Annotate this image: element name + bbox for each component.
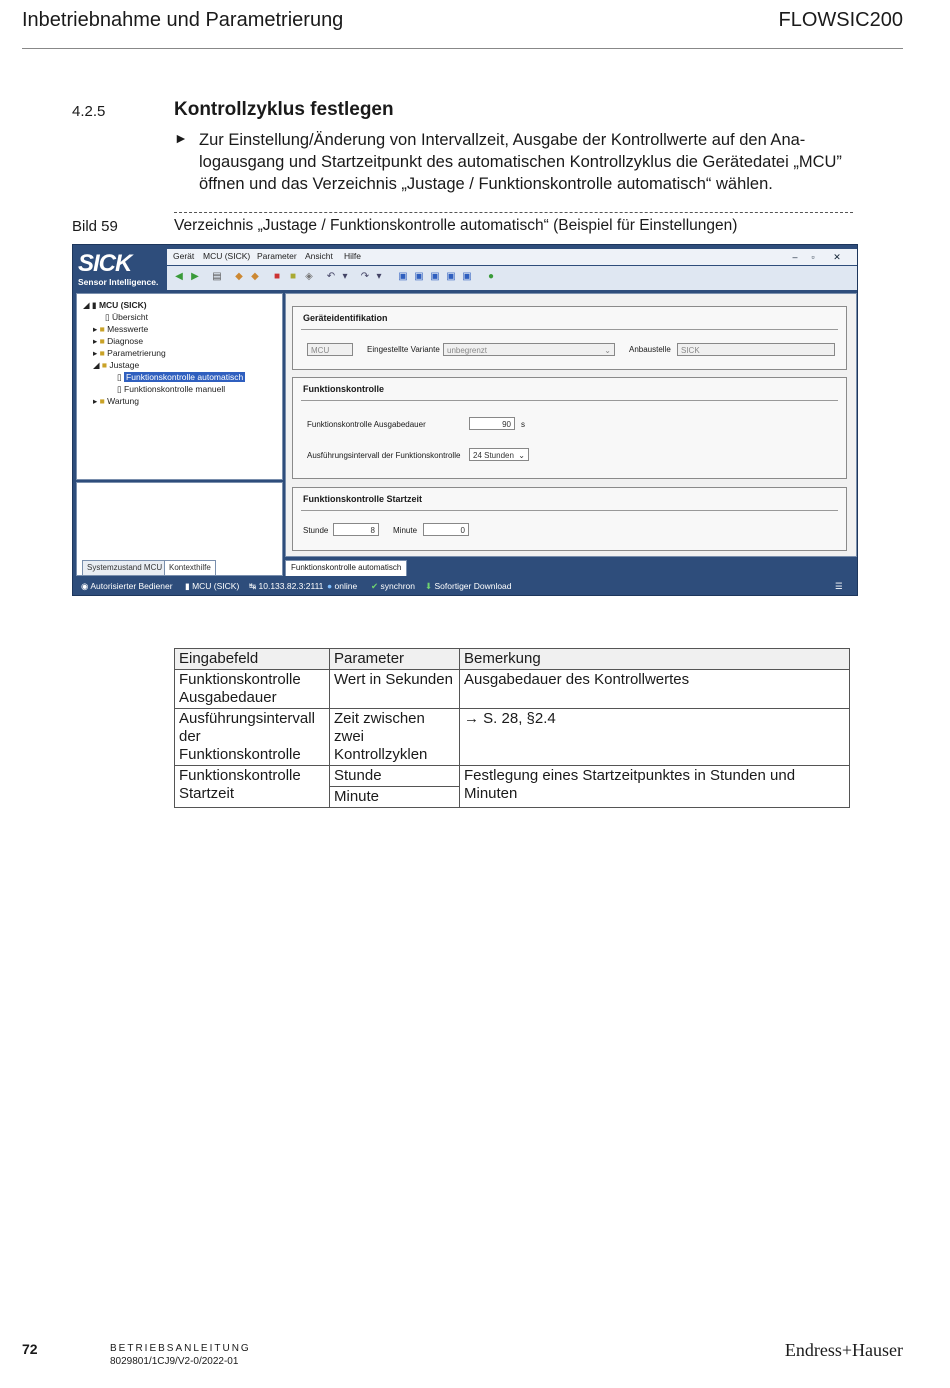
menu-item-ansicht[interactable]: Ansicht — [305, 251, 333, 261]
group-rule — [301, 400, 838, 401]
status-device-label: MCU (SICK) — [192, 581, 240, 591]
tree-item-uebersicht[interactable]: ▯ Übersicht — [105, 312, 148, 322]
tab-systemzustand[interactable]: Systemzustand MCU — [82, 560, 167, 576]
group-title: Funktionskontrolle Startzeit — [303, 494, 423, 504]
parameter-panel — [285, 293, 857, 557]
logo-tagline: Sensor Intelligence. — [78, 277, 159, 287]
layout-5-icon[interactable]: ▣ — [462, 271, 472, 282]
menu-item-hilfe[interactable]: Hilfe — [344, 251, 362, 261]
status-user — [81, 581, 173, 592]
device-icon: ▮ — [185, 581, 190, 591]
tree-root-label: MCU (SICK) — [98, 300, 147, 310]
tree-item-diagnose[interactable]: ▸ ■ Diagnose — [93, 336, 144, 346]
layout-4-icon[interactable]: ▣ — [446, 271, 456, 282]
back-arrow-icon[interactable]: ◀ — [175, 271, 183, 282]
tree-item-label: Parametrierung — [107, 348, 166, 358]
figure-caption: Verzeichnis „Justage / Funktionskontrolle automatisch“ (Beispiel für Einstellungen) — [174, 217, 738, 234]
device-field: MCU — [307, 343, 353, 356]
duration-label: Funktionskontrolle Ausgabedauer — [307, 420, 426, 429]
table-header-row — [175, 649, 850, 670]
tree-item-label: Diagnose — [107, 336, 144, 346]
tree-item-label: Messwerte — [107, 324, 149, 334]
status-download — [425, 581, 512, 592]
table-row — [175, 709, 850, 766]
redo-icon[interactable]: ↷ — [360, 271, 370, 282]
bullet-arrow-icon: ► — [174, 130, 188, 146]
status-download-label: Sofortiger Download — [434, 581, 512, 591]
duration-unit: s — [521, 420, 525, 429]
logo-brand: SICK — [78, 250, 132, 277]
table-cell: Ausgabedauer des Kontrollwertes — [460, 670, 850, 709]
status-bar — [73, 578, 857, 595]
table-row — [175, 766, 850, 787]
folder-icon: ■ — [99, 348, 105, 358]
brand-logo: Endress+Hauser — [784, 1340, 903, 1360]
section-number: 4.2.5 — [72, 103, 106, 120]
tree-root[interactable]: ◢ ▮ MCU (SICK) — [83, 300, 147, 310]
document-id: 8029801/1CJ9/V2-0/2022-01 — [110, 1356, 239, 1367]
menu-item-mcu[interactable]: MCU (SICK) — [203, 251, 251, 261]
undo-dropdown-icon[interactable]: ▾ — [342, 271, 348, 282]
minute-label: Minute — [393, 526, 418, 535]
folder-icon: ■ — [101, 360, 108, 370]
status-address — [249, 581, 323, 592]
layout-2-icon[interactable]: ▣ — [414, 271, 424, 282]
variant-select[interactable] — [443, 343, 615, 356]
table-row — [175, 670, 850, 709]
status-device — [185, 581, 239, 592]
help-icon[interactable]: ● — [487, 271, 495, 282]
status-user-label: Autorisierter Bediener — [90, 581, 173, 591]
minute-input[interactable]: 0 — [423, 523, 469, 536]
hour-input[interactable]: 8 — [333, 523, 379, 536]
table-cell: → S. 28, §2.4 — [460, 709, 850, 766]
figure-label: Bild 59 — [72, 218, 118, 235]
tab-funktionskontrolle-automatisch[interactable]: Funktionskontrolle automatisch — [285, 560, 407, 576]
tree-item-parametrierung[interactable]: ▸ ■ Parametrierung — [93, 348, 166, 358]
status-sync-label: synchron — [380, 581, 415, 591]
group-title: Funktionskontrolle — [303, 384, 384, 394]
tree-item-fk-automatisch[interactable]: ▯ Funktionskontrolle automatisch — [117, 372, 244, 382]
group-start-time — [292, 487, 847, 551]
connect-icon[interactable]: ◆ — [235, 271, 243, 282]
minimize-button[interactable]: – — [792, 252, 798, 262]
table-cell: Festlegung eines Startzeitpunktes in Stunden und Minuten — [460, 766, 850, 808]
maximize-button[interactable]: ▫ — [811, 252, 815, 262]
group-rule — [301, 510, 838, 511]
status-online — [327, 581, 357, 591]
left-tabs — [76, 560, 281, 575]
group-rule — [301, 329, 838, 330]
table-cell: Wert in Sekunden — [330, 670, 460, 709]
status-sync — [371, 581, 415, 592]
menu-item-geraet[interactable]: Gerät — [173, 251, 195, 261]
erase-icon[interactable]: ◈ — [305, 271, 313, 282]
network-icon: ↹ — [249, 581, 257, 591]
running-header-chapter: Inbetriebnahme und Parametrierung — [22, 9, 344, 31]
toolbar — [167, 266, 857, 290]
disconnect-icon[interactable]: ◆ — [251, 271, 259, 282]
undo-icon[interactable]: ↶ — [326, 271, 336, 282]
sick-logo — [78, 251, 164, 289]
download-arrow-icon: ⬇ — [425, 581, 433, 591]
duration-input[interactable]: 90 — [469, 417, 515, 430]
device-tree — [76, 293, 283, 480]
table-cell: Ausführungsintervall der Funktionskontrolle — [175, 709, 330, 766]
menu-bar — [167, 249, 857, 265]
user-icon: ◉ — [81, 581, 89, 591]
table-cell: Funktionskontrolle Startzeit — [175, 766, 330, 808]
application-screenshot — [72, 244, 858, 596]
checkmark-icon: ✔ — [371, 581, 379, 591]
table-cell: Funktionskontrolle Ausgabedauer — [175, 670, 330, 709]
status-address-label: 10.133.82.3:2111 — [258, 581, 324, 591]
instruction-text: Zur Einstellung/Änderung von Intervallzeit, Ausgabe der Kontrollwerte auf den Ana-logausgang und Startzeitpunkt des automatischen Kontrollzyklus die Gerätedatei „MCU” öffnen und das Verzeichnis „Justage / Funktionskontrolle automatisch“ wählen. — [199, 131, 842, 193]
tree-item-label: Übersicht — [112, 312, 148, 322]
folder-icon: ■ — [99, 336, 105, 346]
table-cell: Zeit zwischen zwei Kontrollzyklen — [330, 709, 460, 766]
chevron-down-icon: ⌄ — [518, 451, 525, 460]
menu-item-parameter[interactable]: Parameter — [257, 251, 297, 261]
layout-1-icon[interactable]: ▣ — [398, 271, 408, 282]
header-rule — [22, 48, 903, 49]
globe-icon: ● — [327, 581, 333, 591]
group-title: Geräteidentifikation — [303, 313, 388, 323]
interval-select[interactable] — [469, 448, 529, 461]
table-cell: Stunde — [330, 766, 460, 787]
status-online-label: online — [334, 581, 358, 591]
upload-icon[interactable]: ■ — [273, 271, 281, 282]
chevron-down-icon: ⌄ — [604, 346, 611, 355]
group-function-check — [292, 377, 847, 479]
variant-value: unbegrenzt — [447, 346, 488, 355]
dashed-separator — [174, 212, 853, 213]
document-type: BETRIEBSANLEITUNG — [110, 1343, 251, 1354]
group-identification — [292, 306, 847, 370]
location-field[interactable]: SICK — [677, 343, 835, 356]
interval-value: 24 Stunden — [473, 451, 514, 460]
tree-item-wartung[interactable]: ▸ ■ Wartung — [93, 396, 139, 406]
layout-3-icon[interactable]: ▣ — [430, 271, 440, 282]
table-header: Bemerkung — [460, 649, 850, 670]
folder-icon: ■ — [99, 324, 105, 334]
close-button[interactable]: ✕ — [833, 252, 841, 262]
tree-item-label: Justage — [109, 360, 140, 370]
print-icon[interactable]: ▤ — [212, 271, 222, 282]
folder-icon: ■ — [99, 396, 105, 406]
hour-label: Stunde — [303, 526, 329, 535]
tree-item-fk-manuell[interactable]: ▯ Funktionskontrolle manuell — [117, 384, 226, 394]
table-header: Eingabefeld — [175, 649, 330, 670]
tree-item-label: Wartung — [107, 396, 139, 406]
tree-item-label: Funktionskontrolle automatisch — [126, 372, 244, 382]
menu-icon[interactable]: ☰ — [835, 581, 843, 591]
forward-arrow-icon[interactable]: ▶ — [191, 271, 199, 282]
parameter-table — [174, 648, 850, 808]
variant-label: Eingestellte Variante — [367, 345, 440, 354]
tree-item-messwerte[interactable]: ▸ ■ Messwerte — [93, 324, 149, 334]
location-label: Anbaustelle — [629, 345, 671, 354]
tree-item-label: Funktionskontrolle manuell — [124, 384, 226, 394]
section-title: Kontrollzyklus festlegen — [174, 99, 394, 120]
download-icon[interactable]: ■ — [289, 271, 297, 282]
page-number: 72 — [22, 1341, 38, 1357]
table-cell: Minute — [330, 787, 460, 808]
interval-label: Ausführungsintervall der Funktionskontrolle — [307, 451, 461, 460]
redo-dropdown-icon[interactable]: ▾ — [376, 271, 382, 282]
tab-kontexthilfe[interactable]: Kontexthilfe — [164, 560, 216, 575]
running-header-product: FLOWSIC200 — [778, 9, 903, 31]
tree-item-justage[interactable]: ◢ ■ Justage — [93, 360, 140, 370]
table-header: Parameter — [330, 649, 460, 670]
